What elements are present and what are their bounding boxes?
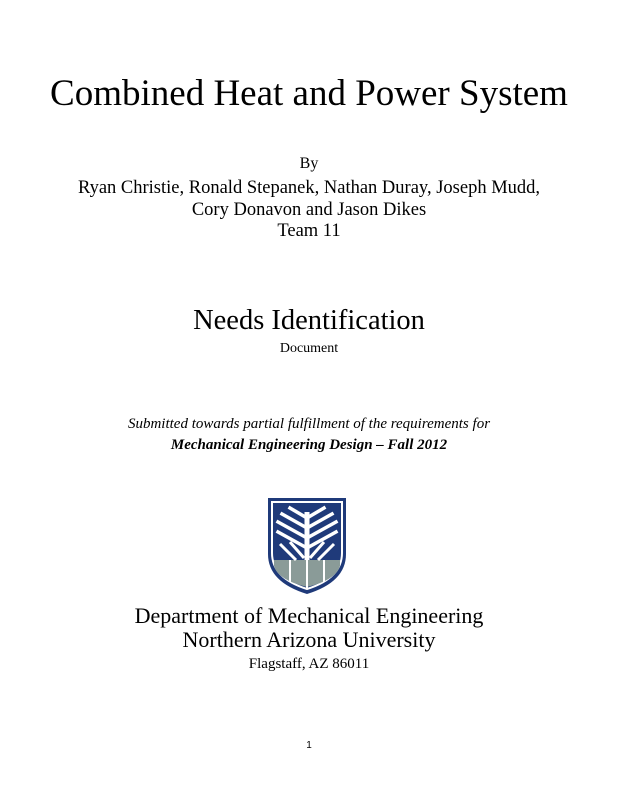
team-label: Team 11 [277,221,341,241]
address: Flagstaff, AZ 86011 [248,656,370,672]
page-number: 1 [306,740,312,751]
university-name: Northern Arizona University [182,627,436,652]
course-name: Mechanical Engineering Design – Fall 2012 [170,437,448,453]
report-title: Combined Heat and Power System [50,73,568,114]
authors-line-2: Cory Donavon and Jason Dikes [191,200,427,220]
by-label: By [299,155,319,172]
authors-line-1: Ryan Christie, Ronald Stepanek, Nathan Duray, Joseph Mudd, [77,178,541,198]
document-title: Needs Identification [193,305,425,336]
department-name: Department of Mechanical Engineering [134,603,484,628]
document-type: Document [279,341,339,356]
university-shield-icon [266,496,348,596]
submission-statement: Submitted towards partial fulfillment of the requirements for [127,416,491,432]
